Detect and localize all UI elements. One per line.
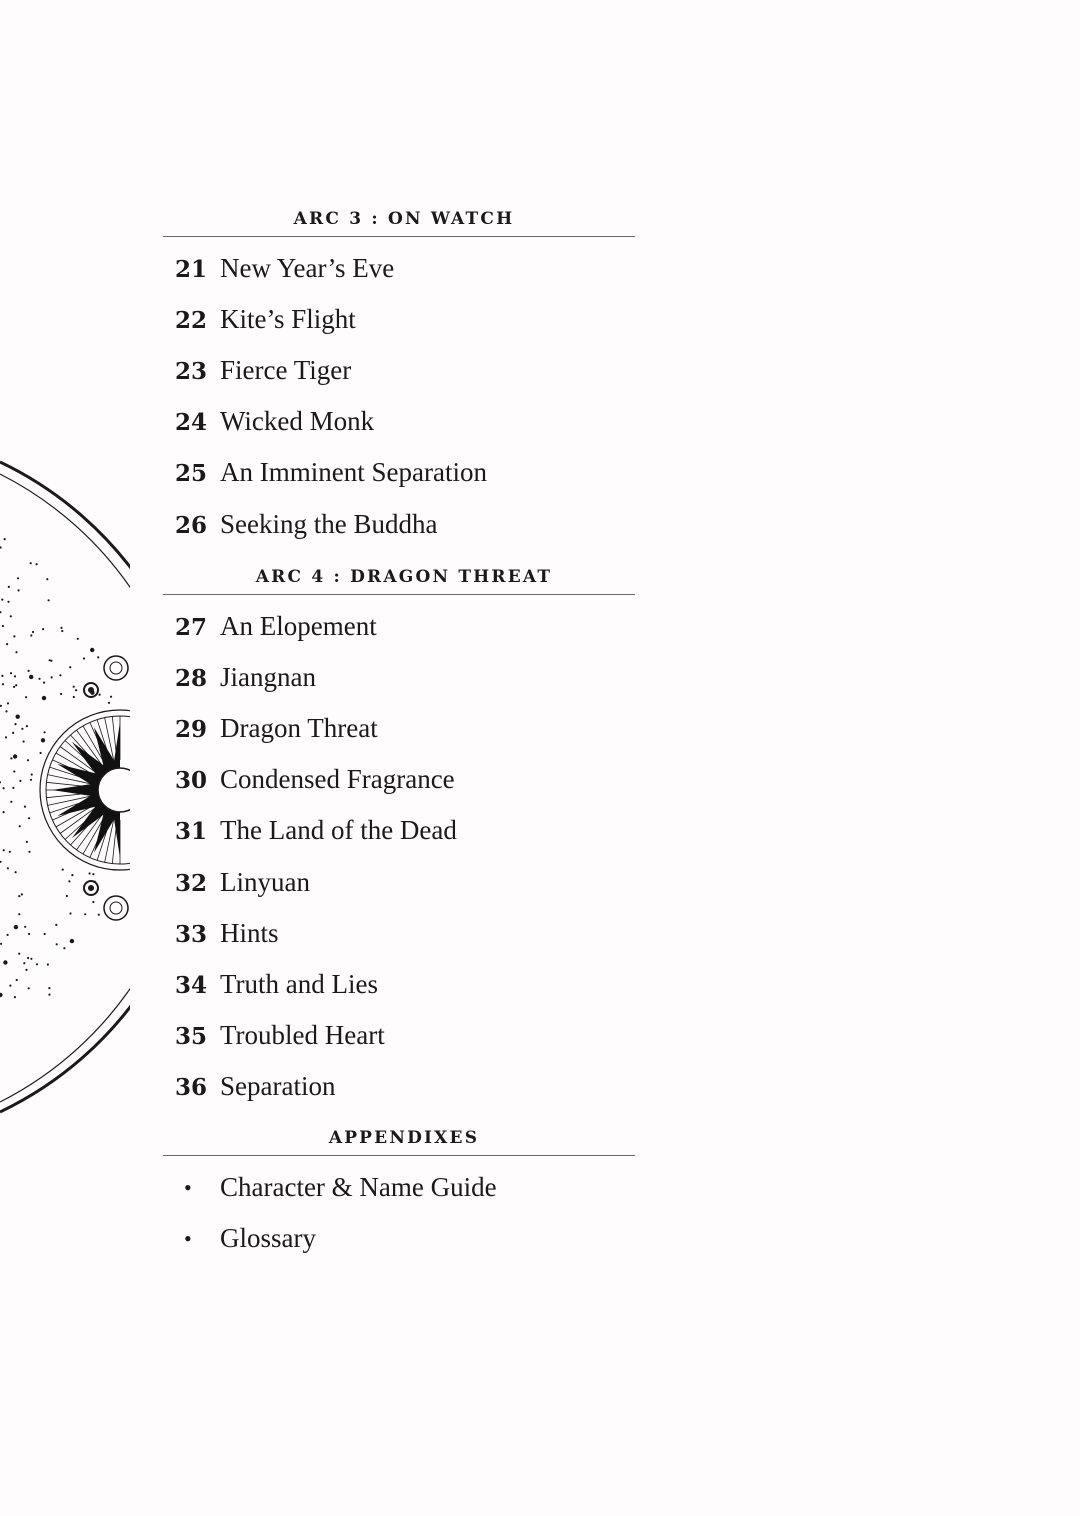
chapter-title: An Elopement [220, 611, 377, 642]
section-heading: ARC 4 : DRAGON THREAT [163, 559, 635, 595]
arc-3-section [163, 201, 635, 550]
bullet-icon: • [184, 1225, 192, 1251]
toc-entry[interactable] [163, 908, 635, 959]
chapter-title: Jiangnan [220, 662, 316, 693]
chapter-title: Condensed Fragrance [220, 764, 455, 795]
chapter-number: 29 [175, 716, 208, 744]
section-heading: ARC 3 : ON WATCH [163, 201, 635, 237]
chapter-title: Seeking the Buddha [220, 508, 438, 539]
chapter-title: New Year’s Eve [220, 253, 395, 284]
bullet-icon: • [184, 1174, 192, 1200]
appendix-title: Character & Name Guide [220, 1172, 497, 1203]
chapter-title: The Land of the Dead [220, 815, 457, 846]
chapter-number: 27 [175, 614, 208, 642]
chapter-number: 36 [175, 1073, 208, 1101]
chapter-number: 34 [175, 971, 208, 999]
chapter-title: Troubled Heart [220, 1019, 385, 1050]
chapter-number: 21 [175, 256, 208, 284]
toc-entry[interactable] [163, 652, 635, 703]
section-heading: APPENDIXES [163, 1120, 635, 1156]
chapter-title: Wicked Monk [220, 406, 375, 437]
chapter-number: 24 [175, 409, 208, 437]
chapter-number: 33 [175, 920, 208, 948]
chapter-title: Kite’s Flight [220, 304, 356, 335]
chapter-number: 30 [175, 767, 208, 795]
toc-entry[interactable] [163, 754, 635, 805]
toc-entry[interactable] [163, 805, 635, 856]
chapter-title: Separation [220, 1070, 336, 1101]
chapter-title: Hints [220, 917, 279, 948]
chapter-title: Dragon Threat [220, 713, 378, 744]
celestial-compass-icon [0, 440, 170, 1140]
chapter-title: Linyuan [220, 866, 310, 897]
chapter-number: 25 [175, 460, 208, 488]
toc-entry[interactable] [163, 498, 635, 549]
chapter-number: 23 [175, 358, 208, 386]
chapter-number: 31 [175, 818, 208, 846]
toc-entry[interactable] [163, 1010, 635, 1061]
toc-entry[interactable] [163, 703, 635, 754]
toc-entry[interactable] [163, 1213, 635, 1264]
chapter-number: 32 [175, 869, 208, 897]
toc-entry[interactable] [163, 345, 635, 396]
toc-entry[interactable] [163, 959, 635, 1010]
chapter-number: 26 [175, 511, 208, 539]
appendix-title: Glossary [220, 1223, 316, 1254]
toc-entry[interactable] [163, 601, 635, 652]
toc-entry[interactable] [163, 1061, 635, 1112]
chapter-number: 35 [175, 1022, 208, 1050]
appendixes-section [163, 1120, 635, 1264]
chapter-number: 28 [175, 665, 208, 693]
arc-4-section [163, 559, 635, 1112]
chapter-number: 22 [175, 307, 208, 335]
chapter-title: An Imminent Separation [220, 457, 487, 488]
chapter-title: Fierce Tiger [220, 355, 352, 386]
toc-entry[interactable] [163, 856, 635, 907]
toc-entry[interactable] [163, 447, 635, 498]
toc-entry[interactable] [163, 396, 635, 447]
toc-entry[interactable] [163, 243, 635, 294]
toc-entry[interactable] [163, 294, 635, 345]
chapter-title: Truth and Lies [220, 968, 379, 999]
toc-entry[interactable] [163, 1162, 635, 1213]
